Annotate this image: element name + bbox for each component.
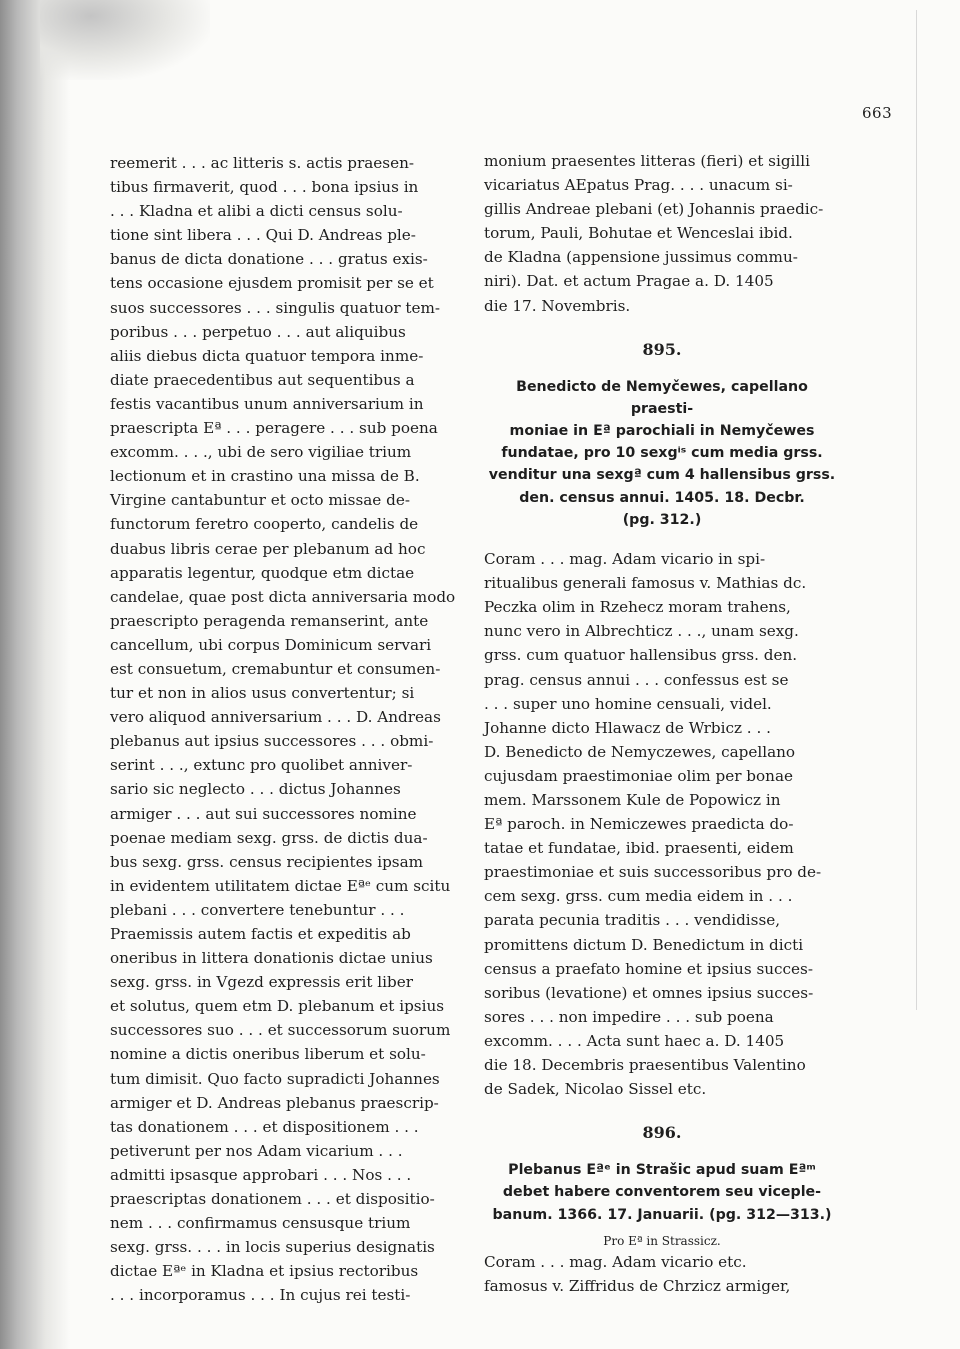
text-line: promittens dictum D. Benedictum in dicti (484, 935, 804, 954)
text-line: fundatae, pro 10 sexgⁱˢ cum media grss. (501, 445, 823, 462)
text-line: . . . Kladna et alibi a dicti census solu- (110, 202, 403, 221)
text-line: praescripta Eª . . . peragere . . . sub poena (110, 419, 438, 438)
text-line: moniae in Eª parochiali in Nemyčewes (509, 423, 815, 440)
text-line: de Sadek, Nicolao Sissel etc. (484, 1080, 707, 1099)
text-line: tens occasione ejusdem promisit per se et (110, 274, 434, 293)
text-line: mem. Marssonem Kule de Popowicz in (484, 791, 781, 810)
text-line: grss. cum quatuor hallensibus grss. den. (484, 646, 798, 665)
text-line: praescriptas donationem . . . et dispositio- (110, 1190, 435, 1209)
text-line: nem . . . confirmamus censusque trium (110, 1214, 411, 1233)
text-line: reemerit . . . ac litteris s. actis praesen- (110, 154, 414, 172)
text-line: monium praesentes litteras (fieri) et sigilli (484, 152, 810, 170)
text-line: census a praefato homine et ipsius succes- (484, 959, 813, 978)
text-line: festis vacantibus unum anniversarium in (110, 394, 424, 413)
text-line: et solutus, quem etm D. plebanum et ipsius (110, 997, 445, 1016)
text-line: . . . incorporamus . . . In cujus rei testi- (110, 1286, 411, 1305)
text-line: Benedicto de Nemyčewes, capellano praesti- (516, 378, 808, 417)
text-line: poenae mediam sexg. grss. de dictis dua- (110, 828, 428, 847)
text-line: prag. census annui . . . confessus est se (484, 670, 789, 689)
text-line: cancellum, ubi corpus Dominicum servari (110, 635, 432, 654)
section-subheading-896: Pro Eª in Strassicz. (603, 1233, 721, 1248)
text-line: excomm. . . . Acta sunt haec a. D. 1405 (484, 1031, 785, 1050)
section-heading-895 (484, 376, 840, 531)
text-line: Peczka olim in Rzehecz moram trahens, (484, 598, 791, 617)
text-line: famosus v. Ziffridus de Chrzicz armiger, (484, 1276, 791, 1295)
text-line: Praemissis autem factis et expeditis ab (110, 925, 411, 943)
text-line: petiverunt per nos Adam vicarium . . . (110, 1141, 403, 1160)
text-line: venditur una sexgª cum 4 hallensibus grss. (488, 467, 836, 484)
text-line: lectionum et in crastino una missa de B. (110, 467, 420, 486)
text-line: admitti ipsasque approbari . . . Nos . . . (110, 1165, 412, 1184)
text-line: sores . . . non impedire . . . sub poena (484, 1007, 774, 1026)
text-line: plebanus aut ipsius successores . . . obmi- (110, 732, 434, 751)
text-line: die 18. Decembris praesentibus Valentino (484, 1056, 806, 1075)
text-line: Plebanus Eªᵉ in Strašic apud suam Eªᵐ (508, 1162, 816, 1179)
text-line: Coram . . . mag. Adam vicario in spi- (484, 550, 766, 569)
text-line: tas donationem . . . et dispositionem . . . (110, 1117, 419, 1136)
scan-fold-line (916, 10, 917, 1010)
text-line: D. Benedicto de Nemyczewes, capellano (484, 742, 796, 761)
section-body-896 (484, 1250, 840, 1298)
text-line: . . . super uno homine censuali, videl. (484, 694, 772, 713)
text-line: de Kladna (appensione jussimus commu- (484, 248, 798, 267)
text-line: banus de dicta donatione . . . gratus exis- (110, 250, 428, 269)
text-line: tatae et fundatae, ibid. praesenti, eidem (484, 839, 794, 858)
text-line: candelae, quae post dicta anniversaria modo (110, 587, 456, 606)
text-line: duabus libris cerae per plebanum ad hoc (110, 539, 426, 558)
section-number-896: 896. (642, 1123, 682, 1143)
section-heading-896 (484, 1159, 840, 1226)
text-line: plebani . . . convertere tenebuntur . . . (110, 900, 405, 919)
text-line: banum. 1366. 17. Januarii. (pg. 312—313.) (492, 1206, 832, 1223)
text-line: ritualibus generali famosus v. Mathias dc. (484, 574, 807, 593)
text-line: sexg. grss. in Vgezd expressis erit liber (110, 973, 413, 992)
scan-corner-shadow (40, 0, 210, 80)
text-line: successores suo . . . et successorum suorum (110, 1021, 451, 1040)
text-line: torum, Pauli, Bohutae et Wenceslai ibid. (484, 224, 793, 243)
text-line: tibus firmaverit, quod . . . bona ipsius in (110, 178, 419, 197)
text-line: in evidentem utilitatem dictae Eªᵉ cum scitu (110, 876, 451, 895)
text-line: armiger . . . aut sui successores nomine (110, 804, 417, 823)
text-line: Johanne dicto Hlawacz de Wrbicz . . . (484, 718, 771, 737)
text-line: sexg. grss. . . . in locis superius designatis (110, 1238, 435, 1257)
text-line: tione sint libera . . . Qui D. Andreas ple- (110, 226, 416, 245)
text-line: praescripto peragenda remanserint, ante (110, 611, 429, 630)
text-line: bus sexg. grss. census recipientes ipsam (110, 852, 424, 871)
text-line: armiger et D. Andreas plebanus praescrip- (110, 1093, 439, 1112)
intro-paragraph (484, 149, 840, 318)
text-line: diate praecedentibus aut sequentibus a (110, 370, 415, 389)
page-number: 663 (862, 104, 893, 122)
text-line: Coram . . . mag. Adam vicario etc. (484, 1252, 747, 1271)
text-line: Eª paroch. in Nemiczewes praedicta do- (484, 815, 794, 834)
section-number-895: 895. (642, 339, 682, 359)
text-line: apparatis legentur, quodque etm dictae (110, 563, 415, 582)
text-line: functorum feretro cooperto, candelis de (110, 515, 419, 534)
text-line: vero aliquod anniversarium . . . D. Andreas (110, 708, 441, 727)
text-line: tum dimisit. Quo facto supradicti Johannes (110, 1069, 440, 1088)
text-line: soribus (levatione) et omnes ipsius succes- (484, 983, 814, 1002)
text-line: oneribus in littera donationis dictae unius (110, 949, 433, 968)
left-column (110, 151, 470, 1308)
text-line: parata pecunia traditis . . . vendidisse, (484, 911, 781, 930)
text-line: excomm. . . ., ubi de sero vigiliae trium (110, 443, 412, 462)
text-line: praestimoniae et suis successoribus pro de- (484, 863, 822, 882)
text-line: nomine a dictis oneribus liberum et solu- (110, 1045, 426, 1064)
text-line: gillis Andreae plebani (et) Johannis praedic- (484, 200, 824, 219)
right-column (484, 149, 840, 1298)
text-line: cem sexg. grss. cum media eidem in . . . (484, 887, 793, 906)
text-line: vicariatus AEpatus Prag. . . . unacum si- (484, 176, 793, 195)
text-line: die 17. Novembris. (484, 296, 631, 315)
text-line: debet habere conventorem seu viceple- (502, 1184, 822, 1201)
text-line: (pg. 312.) (622, 511, 702, 528)
text-line: suos successores . . . singulis quatuor tem- (110, 298, 441, 317)
section-body-895 (484, 547, 840, 1101)
text-line: cujusdam praestimoniae olim per bonae (484, 766, 793, 785)
text-line: dictae Eªᵉ in Kladna et ipsius rectoribus (110, 1262, 419, 1281)
text-line: Virgine cantabuntur et octo missae de- (110, 491, 410, 510)
text-line: est consuetum, cremabuntur et consumen- (110, 659, 441, 678)
scan-edge-shadow (0, 0, 70, 1349)
text-line: nunc vero in Albrechticz . . ., unam sexg. (484, 622, 799, 641)
text-line: sario sic neglecto . . . dictus Johannes (110, 780, 401, 799)
text-line: niri). Dat. et actum Pragae a. D. 1405 (484, 272, 774, 291)
text-line: tur et non in alios usus convertentur; si (110, 684, 415, 703)
text-line: den. census annui. 1405. 18. Decbr. (519, 489, 805, 506)
text-line: aliis diebus dicta quatuor tempora inme- (110, 346, 424, 365)
text-line: serint . . ., extunc pro quolibet anniver- (110, 756, 413, 775)
text-line: poribus . . . perpetuo . . . aut aliquibus (110, 322, 406, 341)
